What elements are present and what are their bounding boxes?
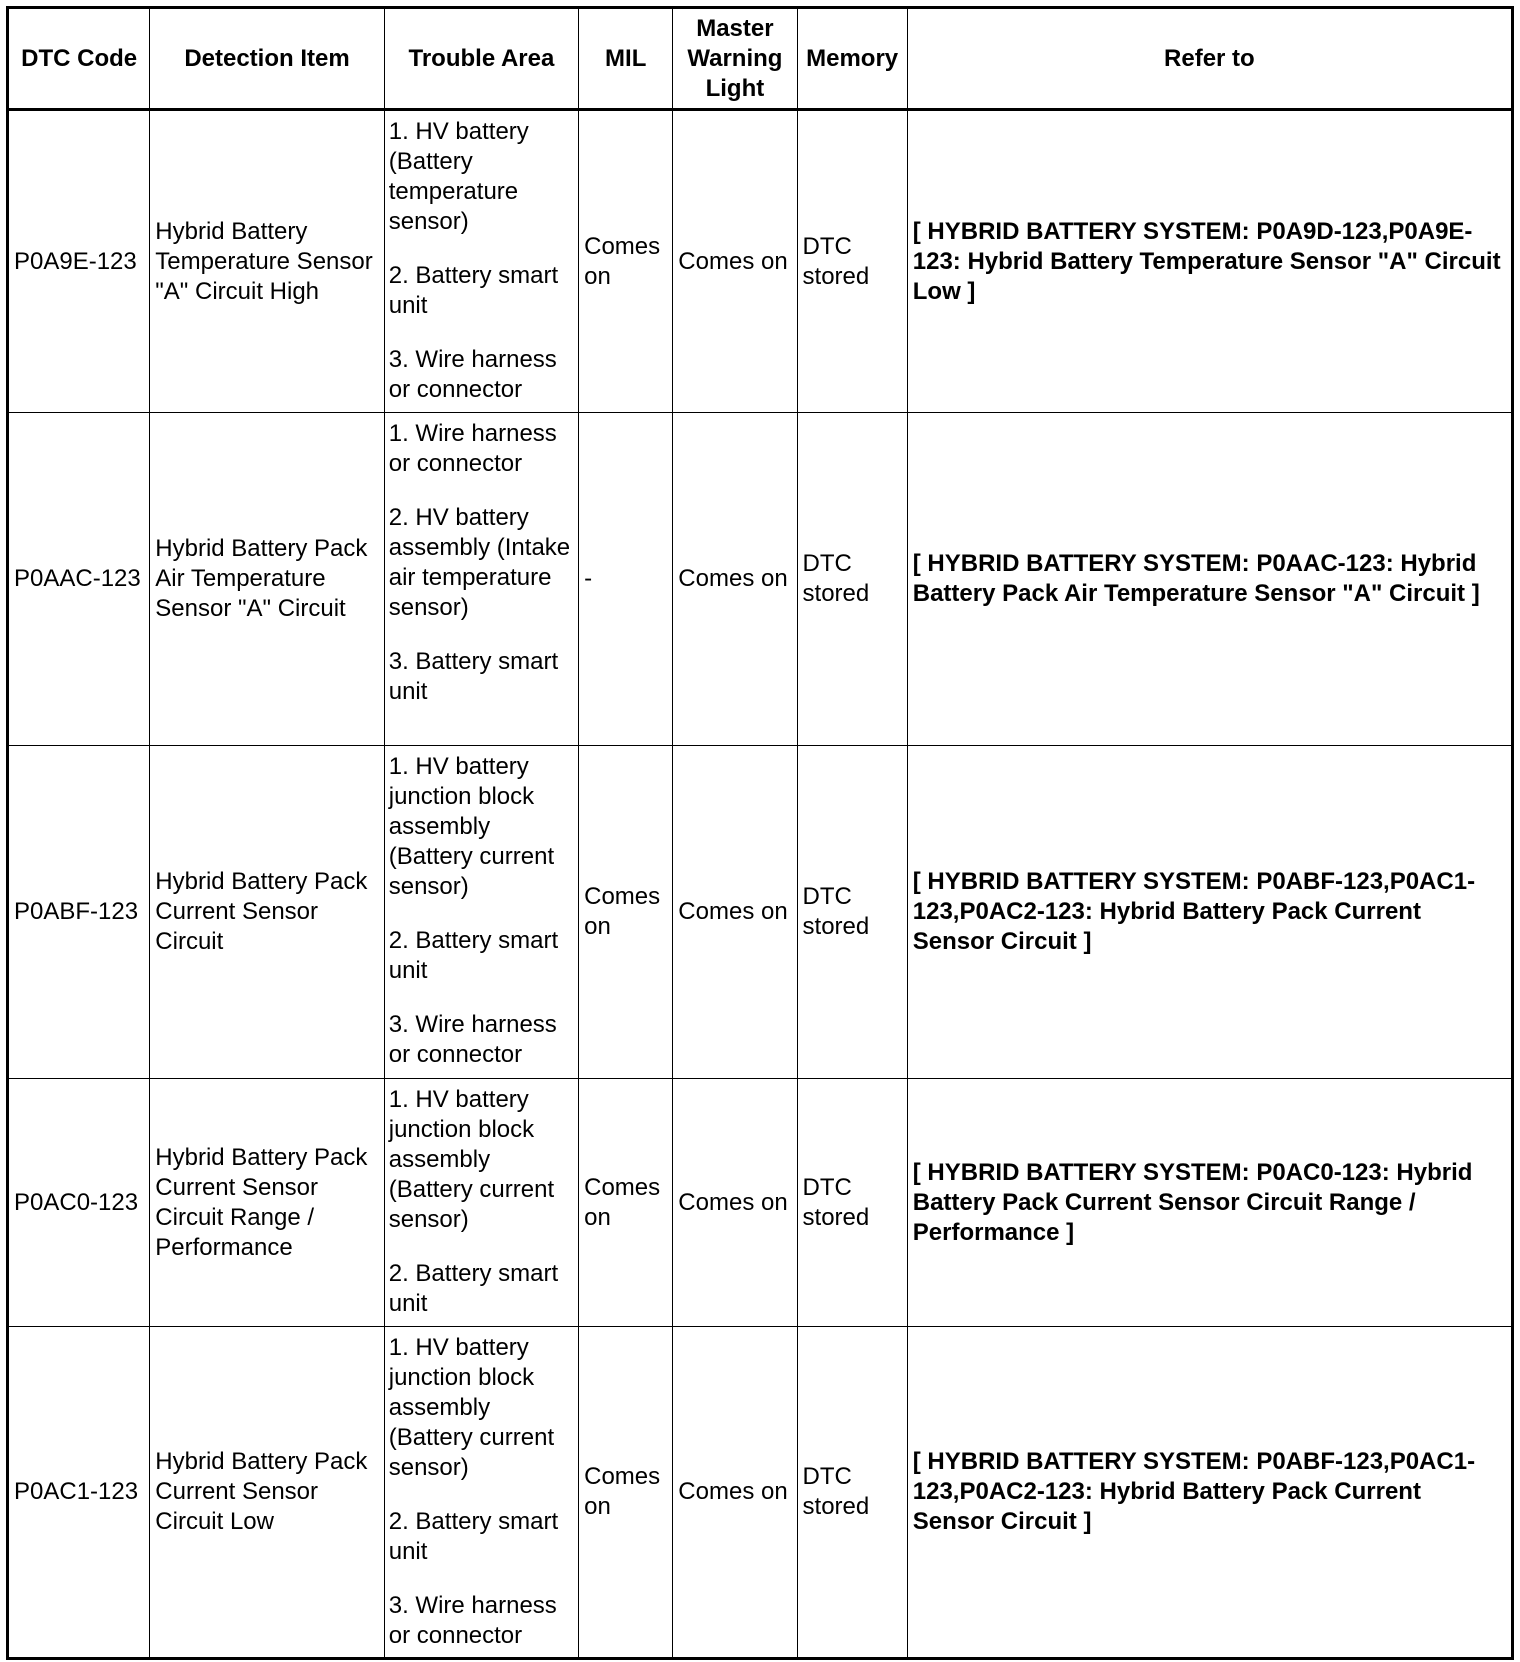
mil-cell: - [579,413,673,746]
refer-to-cell: [ HYBRID BATTERY SYSTEM: P0ABF-123,P0AC1-123,P0AC2-123: Hybrid Battery Pack Current Sensor Circuit ] [907,1327,1512,1659]
header-refer-to: Refer to [907,8,1512,110]
table-row [8,1327,1513,1659]
trouble-area-item: 2. Battery smart unit [388,927,559,984]
trouble-area-item: 3. Wire harness or connector [388,1592,557,1649]
table-row [8,746,1513,1079]
trouble-area-cell [384,413,578,746]
trouble-area-item: 1. Wire harness or connector [388,420,557,477]
refer-to-cell: [ HYBRID BATTERY SYSTEM: P0ABF-123,P0AC1-123,P0AC2-123: Hybrid Battery Pack Current Sensor Circuit ] [907,746,1512,1079]
detection-item-cell: Hybrid Battery Temperature Sensor "A" Circuit High [150,110,384,413]
detection-item-cell: Hybrid Battery Pack Current Sensor Circuit Range / Performance [150,1079,384,1327]
trouble-area-item: 3. Wire harness or connector [388,346,557,403]
trouble-area-item: 2. Battery smart unit [388,1508,559,1565]
header-memory: Memory [797,8,907,110]
master-warning-cell: Comes on [673,413,797,746]
mil-cell: Comes on [579,1327,673,1659]
trouble-area-item: 3. Battery smart unit [388,648,559,705]
table-row [8,413,1513,746]
detection-item-cell: Hybrid Battery Pack Current Sensor Circuit [150,746,384,1079]
dtc-code-cell: P0ABF-123 [8,746,150,1079]
mil-cell: Comes on [579,746,673,1079]
memory-cell: DTC stored [797,1079,907,1327]
header-row [8,8,1513,110]
trouble-area-cell [384,1079,578,1327]
dtc-table [6,6,1514,1660]
detection-item-cell: Hybrid Battery Pack Current Sensor Circuit Low [150,1327,384,1659]
trouble-area-item: 1. HV battery junction block assembly (Battery current sensor) [388,1086,555,1233]
trouble-area-cell [384,1327,578,1659]
master-warning-cell: Comes on [673,1327,797,1659]
header-detection-item: Detection Item [150,8,384,110]
detection-item-cell: Hybrid Battery Pack Air Temperature Sensor "A" Circuit [150,413,384,746]
dtc-code-cell: P0AC0-123 [8,1079,150,1327]
trouble-area-item: 2. Battery smart unit [388,262,559,319]
trouble-area-item: 2. Battery smart unit [388,1260,559,1317]
dtc-code-cell: P0AAC-123 [8,413,150,746]
refer-to-cell: [ HYBRID BATTERY SYSTEM: P0AC0-123: Hybrid Battery Pack Current Sensor Circuit Range / Performance ] [907,1079,1512,1327]
dtc-code-cell: P0AC1-123 [8,1327,150,1659]
trouble-area-item: 3. Wire harness or connector [388,1011,557,1068]
trouble-area-item: 2. HV battery assembly (Intake air temperature sensor) [388,504,571,621]
master-warning-cell: Comes on [673,746,797,1079]
mil-cell: Comes on [579,1079,673,1327]
memory-cell: DTC stored [797,1327,907,1659]
memory-cell: DTC stored [797,413,907,746]
trouble-area-cell [384,746,578,1079]
header-dtc-code: DTC Code [8,8,150,110]
memory-cell: DTC stored [797,746,907,1079]
dtc-code-cell: P0A9E-123 [8,110,150,413]
table-row [8,110,1513,413]
mil-cell: Comes on [579,110,673,413]
refer-to-cell: [ HYBRID BATTERY SYSTEM: P0A9D-123,P0A9E-123: Hybrid Battery Temperature Sensor "A" Circuit Low ] [907,110,1512,413]
header-mil: MIL [579,8,673,110]
master-warning-cell: Comes on [673,110,797,413]
master-warning-cell: Comes on [673,1079,797,1327]
trouble-area-item: 1. HV battery junction block assembly (Battery current sensor) [388,1334,555,1481]
header-trouble-area: Trouble Area [384,8,578,110]
header-master-warning-light: Master Warning Light [673,8,797,110]
memory-cell: DTC stored [797,110,907,413]
table-row [8,1079,1513,1327]
trouble-area-item: 1. HV battery (Battery temperature sensor) [388,118,529,235]
refer-to-cell: [ HYBRID BATTERY SYSTEM: P0AAC-123: Hybrid Battery Pack Air Temperature Sensor "A" Circuit ] [907,413,1512,746]
trouble-area-item: 1. HV battery junction block assembly (Battery current sensor) [388,753,555,900]
trouble-area-cell [384,110,578,413]
